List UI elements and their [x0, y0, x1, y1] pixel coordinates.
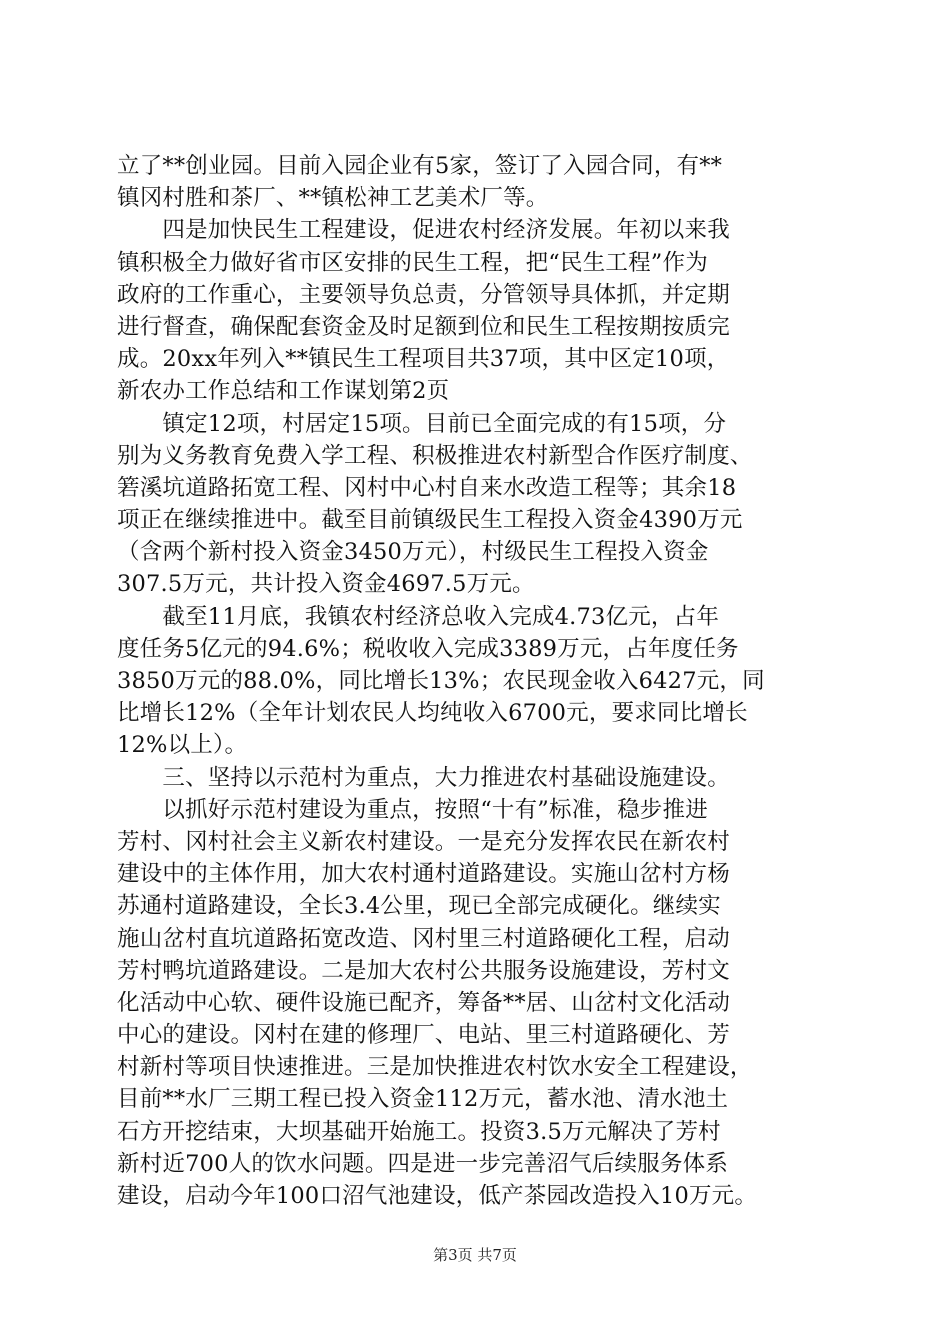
- text-line: 以抓好示范村建设为重点，按照“十有”标准，稳步推进: [117, 796, 708, 823]
- text-line: 施山岔村直坑道路拓宽改造、冈村里三村道路硬化工程，启动: [117, 925, 730, 952]
- body-text: [117, 150, 852, 1212]
- text-line: 项正在继续推进中。截至目前镇级民生工程投入资金4390万元: [117, 507, 743, 534]
- text-line: 芳村、冈村社会主义新农村建设。一是充分发挥农民在新农村: [117, 828, 730, 855]
- text-line: 目前**水厂三期工程已投入资金112万元，蓄水池、清水池土: [117, 1086, 729, 1113]
- text-line: 12%以上）。: [117, 732, 248, 759]
- text-line: 截至11月底，我镇农村经济总收入完成4.73亿元，占年: [117, 603, 720, 630]
- text-line: 307.5万元，共计投入资金4697.5万元。: [117, 571, 535, 598]
- text-line: 石方开挖结束，大坝基础开始施工。投资3.5万元解决了芳村: [117, 1118, 721, 1145]
- text-line: 新农办工作总结和工作谋划第2页: [117, 378, 450, 405]
- text-line: 度任务5亿元的94.6%；税收收入完成3389万元，占年度任务: [117, 635, 739, 662]
- text-line: 三、坚持以示范村为重点，大力推进农村基础设施建设。: [117, 764, 730, 791]
- text-line: （含两个新村投入资金3450万元），村级民生工程投入资金: [117, 539, 709, 566]
- text-line: 苏通村道路建设，全长3.4公里，现已全部完成硬化。继续实: [117, 893, 721, 920]
- page-footer: 第3页 共7页: [433, 1246, 517, 1264]
- text-line: 成。20xx年列入**镇民生工程项目共37项，其中区定10项，: [117, 346, 730, 373]
- text-line: 进行督查，确保配套资金及时足额到位和民生工程按期按质完: [117, 313, 730, 340]
- text-line: 中心的建设。冈村在建的修理厂、电站、里三村道路硬化、芳: [117, 1022, 730, 1049]
- text-line: 化活动中心软、硬件设施已配齐，筹备**居、山岔村文化活动: [117, 989, 731, 1016]
- text-line: 政府的工作重心，主要领导负总责，分管领导具体抓，并定期: [117, 281, 730, 308]
- text-line: 四是加快民生工程建设，促进农村经济发展。年初以来我: [117, 217, 730, 244]
- text-line: 镇定12项，村居定15项。目前已全面完成的有15项，分: [117, 410, 727, 437]
- text-line: 村新村等项目快速推进。三是加快推进农村饮水安全工程建设，: [117, 1054, 753, 1081]
- text-line: 3850万元的88.0%，同比增长13%；农民现金收入6427元，同: [117, 668, 765, 694]
- text-line: 新村近700人的饮水问题。四是进一步完善沼气后续服务体系: [117, 1150, 729, 1177]
- text-line: 建设，启动今年100口沼气池建设，低产茶园改造投入10万元。: [117, 1183, 758, 1209]
- text-line: 芳村鸭坑道路建设。二是加大农村公共服务设施建设，芳村文: [117, 957, 730, 984]
- text-line: 别为义务教育免费入学工程、积极推进农村新型合作医疗制度、: [117, 442, 753, 469]
- text-line: 立了**创业园。目前入园企业有5家，签订了入园合同，有**: [117, 153, 723, 179]
- text-line: 比增长12%（全年计划农民人均纯收入6700元，要求同比增长: [117, 700, 748, 727]
- text-line: 箬溪坑道路拓宽工程、冈村中心村自来水改造工程等；其余18: [117, 474, 737, 501]
- text-line: 镇冈村胜和茶厂、**镇松神工艺美术厂等。: [117, 185, 549, 212]
- text-line: 镇积极全力做好省市区安排的民生工程，把“民生工程”作为: [117, 249, 708, 276]
- text-line: 建设中的主体作用，加大农村通村道路建设。实施山岔村方杨: [117, 861, 730, 888]
